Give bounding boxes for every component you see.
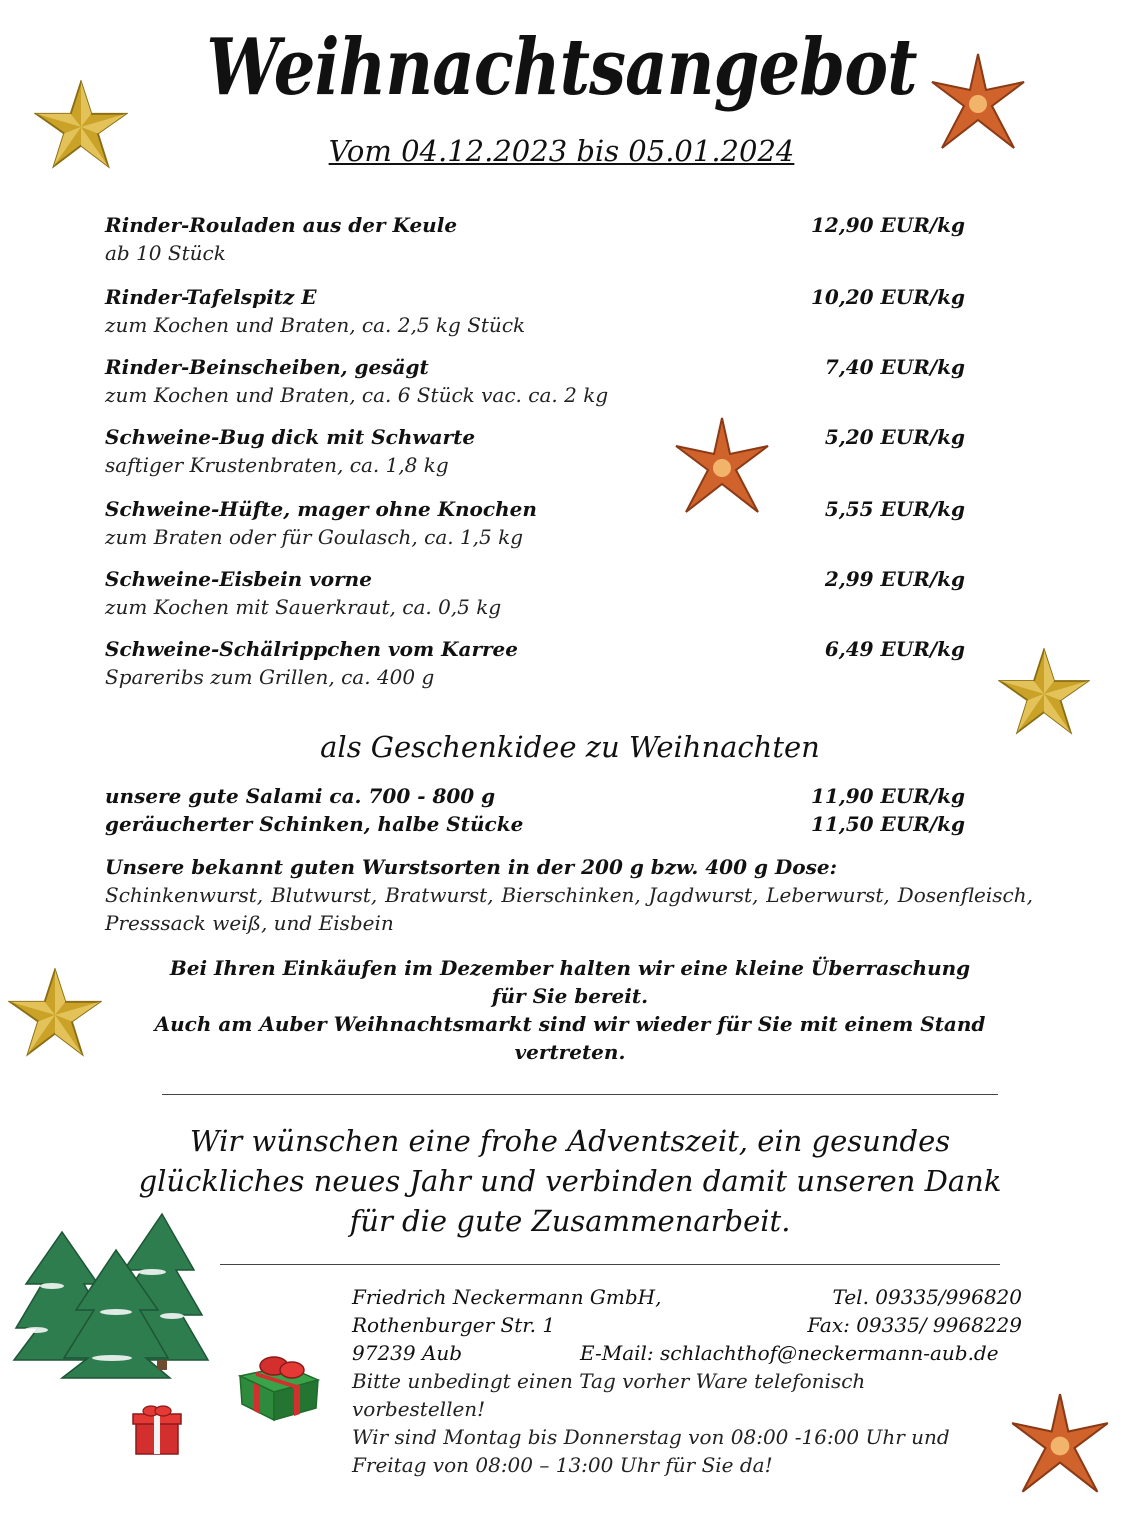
- phone-number: Tel. 09335/996820: [832, 1285, 1022, 1309]
- page-title: Weihnachtsangebot: [206, 22, 917, 113]
- gift-item-price: 11,90 EUR/kg: [810, 784, 965, 808]
- sausage-list: Schinkenwurst, Blutwurst, Bratwurst, Bierschinken, Jagdwurst, Leberwurst, Dosenfleisch, Presssack weiß, und Eisbein: [105, 883, 1033, 935]
- divider: [220, 1264, 1000, 1265]
- company-name: Friedrich Neckermann GmbH,: [352, 1285, 662, 1309]
- city: 97239 Aub: [352, 1341, 463, 1365]
- item-name: Rinder-Beinscheiben, gesägt: [105, 355, 429, 379]
- offer-item: [105, 283, 965, 339]
- gold-star-icon: [8, 968, 102, 1058]
- item-name: Rinder-Tafelspitz E: [105, 285, 317, 309]
- surprise-line: Bei Ihren Einkäufen im Dezember halten wir eine kleine Überraschung für Sie bereit.: [169, 956, 971, 1008]
- christmas-trees-icon: [12, 1210, 212, 1380]
- offer-item: [105, 423, 965, 479]
- item-desc: saftiger Krustenbraten, ca. 1,8 kg: [105, 453, 449, 477]
- item-price: 10,20 EUR/kg: [810, 285, 965, 309]
- gift-heading: als Geschenkidee zu Weihnachten: [320, 730, 820, 764]
- item-price: 7,40 EUR/kg: [824, 355, 965, 379]
- red-star-icon: [928, 52, 1028, 156]
- red-star-icon: [1008, 1392, 1112, 1500]
- item-name: Schweine-Bug dick mit Schwarte: [105, 425, 476, 449]
- greeting-line: Wir wünschen eine frohe Adventszeit, ein gesundes: [189, 1124, 951, 1158]
- date-range: Vom 04.12.2023 bis 05.01.2024: [328, 134, 795, 168]
- item-name: Rinder-Rouladen aus der Keule: [105, 213, 458, 237]
- red-star-icon: [672, 415, 772, 521]
- offer-item: [105, 565, 965, 621]
- order-note: vorbestellen!: [352, 1397, 486, 1421]
- opening-hours: Wir sind Montag bis Donnerstag von 08:00 -16:00 Uhr und: [352, 1425, 950, 1449]
- gift-item-price: 11,50 EUR/kg: [810, 812, 965, 836]
- item-price: 6,49 EUR/kg: [824, 637, 965, 661]
- item-name: Schweine-Eisbein vorne: [105, 567, 372, 591]
- greeting-line: für die gute Zusammenarbeit.: [349, 1204, 791, 1238]
- market-line: Auch am Auber Weihnachtsmarkt sind wir wieder für Sie mit einem Stand vertreten.: [154, 1012, 986, 1064]
- item-name: Schweine-Hüfte, mager ohne Knochen: [105, 497, 537, 521]
- gold-star-icon: [34, 80, 128, 170]
- item-desc: zum Kochen und Braten, ca. 2,5 kg Stück: [105, 313, 526, 337]
- gift-box-icon: [130, 1402, 184, 1458]
- offer-item: [105, 353, 965, 409]
- offer-item: [105, 635, 965, 691]
- item-price: 5,55 EUR/kg: [824, 497, 965, 521]
- offer-item: [105, 211, 965, 267]
- item-desc: zum Kochen und Braten, ca. 6 Stück vac. ca. 2 kg: [105, 383, 609, 407]
- gift-item-name: geräucherter Schinken, halbe Stücke: [105, 812, 524, 836]
- opening-hours: Freitag von 08:00 – 13:00 Uhr für Sie da!: [352, 1453, 773, 1477]
- divider: [162, 1094, 998, 1095]
- gift-box-icon: [234, 1346, 324, 1422]
- item-price: 5,20 EUR/kg: [824, 425, 965, 449]
- item-desc: ab 10 Stück: [105, 241, 226, 265]
- fax-number: Fax: 09335/ 9968229: [807, 1313, 1022, 1337]
- item-desc: zum Kochen mit Sauerkraut, ca. 0,5 kg: [105, 595, 502, 619]
- order-note: Bitte unbedingt einen Tag vorher Ware telefonisch: [352, 1369, 866, 1393]
- greeting: [100, 1121, 1040, 1241]
- contact-block: [352, 1283, 1022, 1479]
- surprise-notice: [150, 954, 990, 1066]
- gift-item-name: unsere gute Salami ca. 700 - 800 g: [105, 784, 496, 808]
- item-name: Schweine-Schälrippchen vom Karree: [105, 637, 518, 661]
- item-price: 12,90 EUR/kg: [810, 213, 965, 237]
- item-price: 2,99 EUR/kg: [824, 567, 965, 591]
- offer-item: [105, 495, 965, 551]
- street-address: Rothenburger Str. 1: [352, 1313, 556, 1337]
- gift-item: [105, 782, 965, 810]
- item-desc: zum Braten oder für Goulasch, ca. 1,5 kg: [105, 525, 524, 549]
- greeting-line: glückliches neues Jahr und verbinden damit unseren Dank: [138, 1164, 1002, 1198]
- gold-star-icon: [998, 648, 1090, 736]
- sausage-heading: Unsere bekannt guten Wurstsorten in der 200 g bzw. 400 g Dose:: [105, 855, 837, 879]
- gift-item: [105, 810, 965, 838]
- item-desc: Spareribs zum Grillen, ca. 400 g: [105, 665, 435, 689]
- email-address: E-Mail: schlachthof@neckermann-aub.de: [580, 1341, 999, 1365]
